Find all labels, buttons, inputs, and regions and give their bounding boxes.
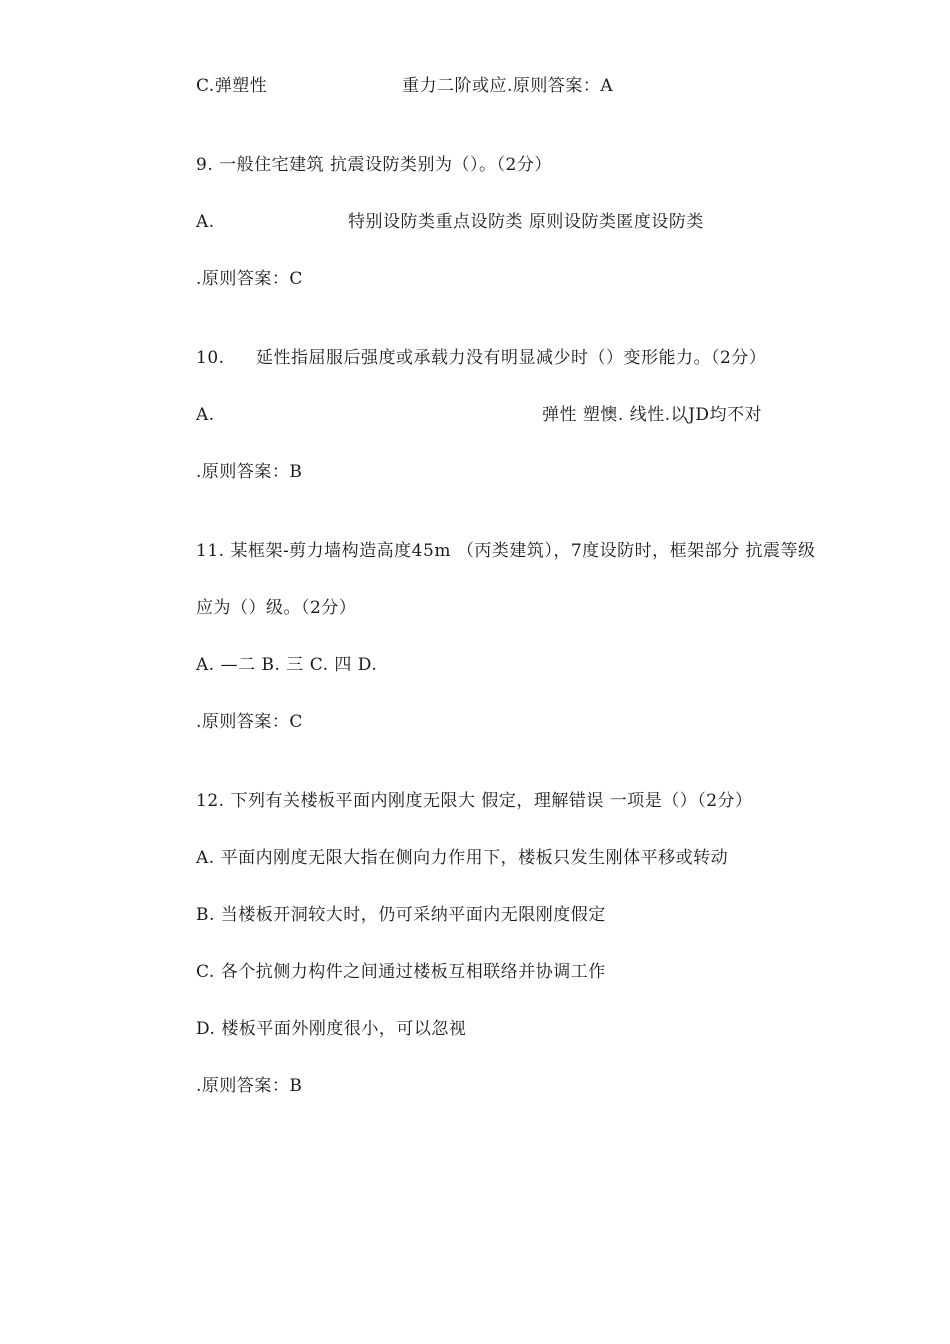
q12-option-a: A. 平面内刚度无限大指在侧向力作用下，楼板只发生刚体平移或转动 [196, 848, 729, 868]
q12-option-b: B. 当楼板开洞较大时，仍可采纳平面内无限刚度假定 [196, 905, 606, 925]
q8-option-c: C.弹塑性 [196, 76, 268, 96]
q8-option-d-answer: 重力二阶或应.原则答案：A [402, 76, 614, 96]
q10-number: 10. [196, 348, 225, 368]
q11-answer: .原则答案：C [196, 712, 303, 732]
q9-options: 特别设防类重点设防类 原则设防类匿度设防类 [348, 212, 704, 232]
q10-option-label: A. [196, 405, 215, 425]
q10-answer: .原则答案：B [196, 462, 303, 482]
q9-answer: .原则答案：C [196, 269, 303, 289]
q12-answer: .原则答案：B [196, 1076, 303, 1096]
q9-question: 9. 一般住宅建筑 抗震设防类别为（）。（2分） [196, 155, 552, 175]
q11-question-line2: 应为（）级。（2分） [196, 598, 357, 618]
q11-question-line1: 11. 某框架-剪力墙构造高度45m （丙类建筑），7度设防时，框架部分 抗震等级 [196, 541, 816, 561]
q9-option-label: A. [196, 212, 215, 232]
q10-options: 弹性 塑懊. 线性.以JD均不对 [542, 405, 763, 425]
q10-question: 延性指屈服后强度或承载力没有明显减少时（）变形能力。（2分） [256, 348, 767, 368]
q12-option-d: D. 楼板平面外刚度很小，可以忽视 [196, 1019, 467, 1039]
q11-options: A. —二 B. 三 C. 四 D. [196, 655, 378, 675]
q12-question: 12. 下列有关楼板平面内刚度无限大 假定，理解错误 一项是（）（2分） [196, 791, 753, 811]
q12-option-c: C. 各个抗侧力构件之间通过楼板互相联络并协调工作 [196, 962, 606, 982]
